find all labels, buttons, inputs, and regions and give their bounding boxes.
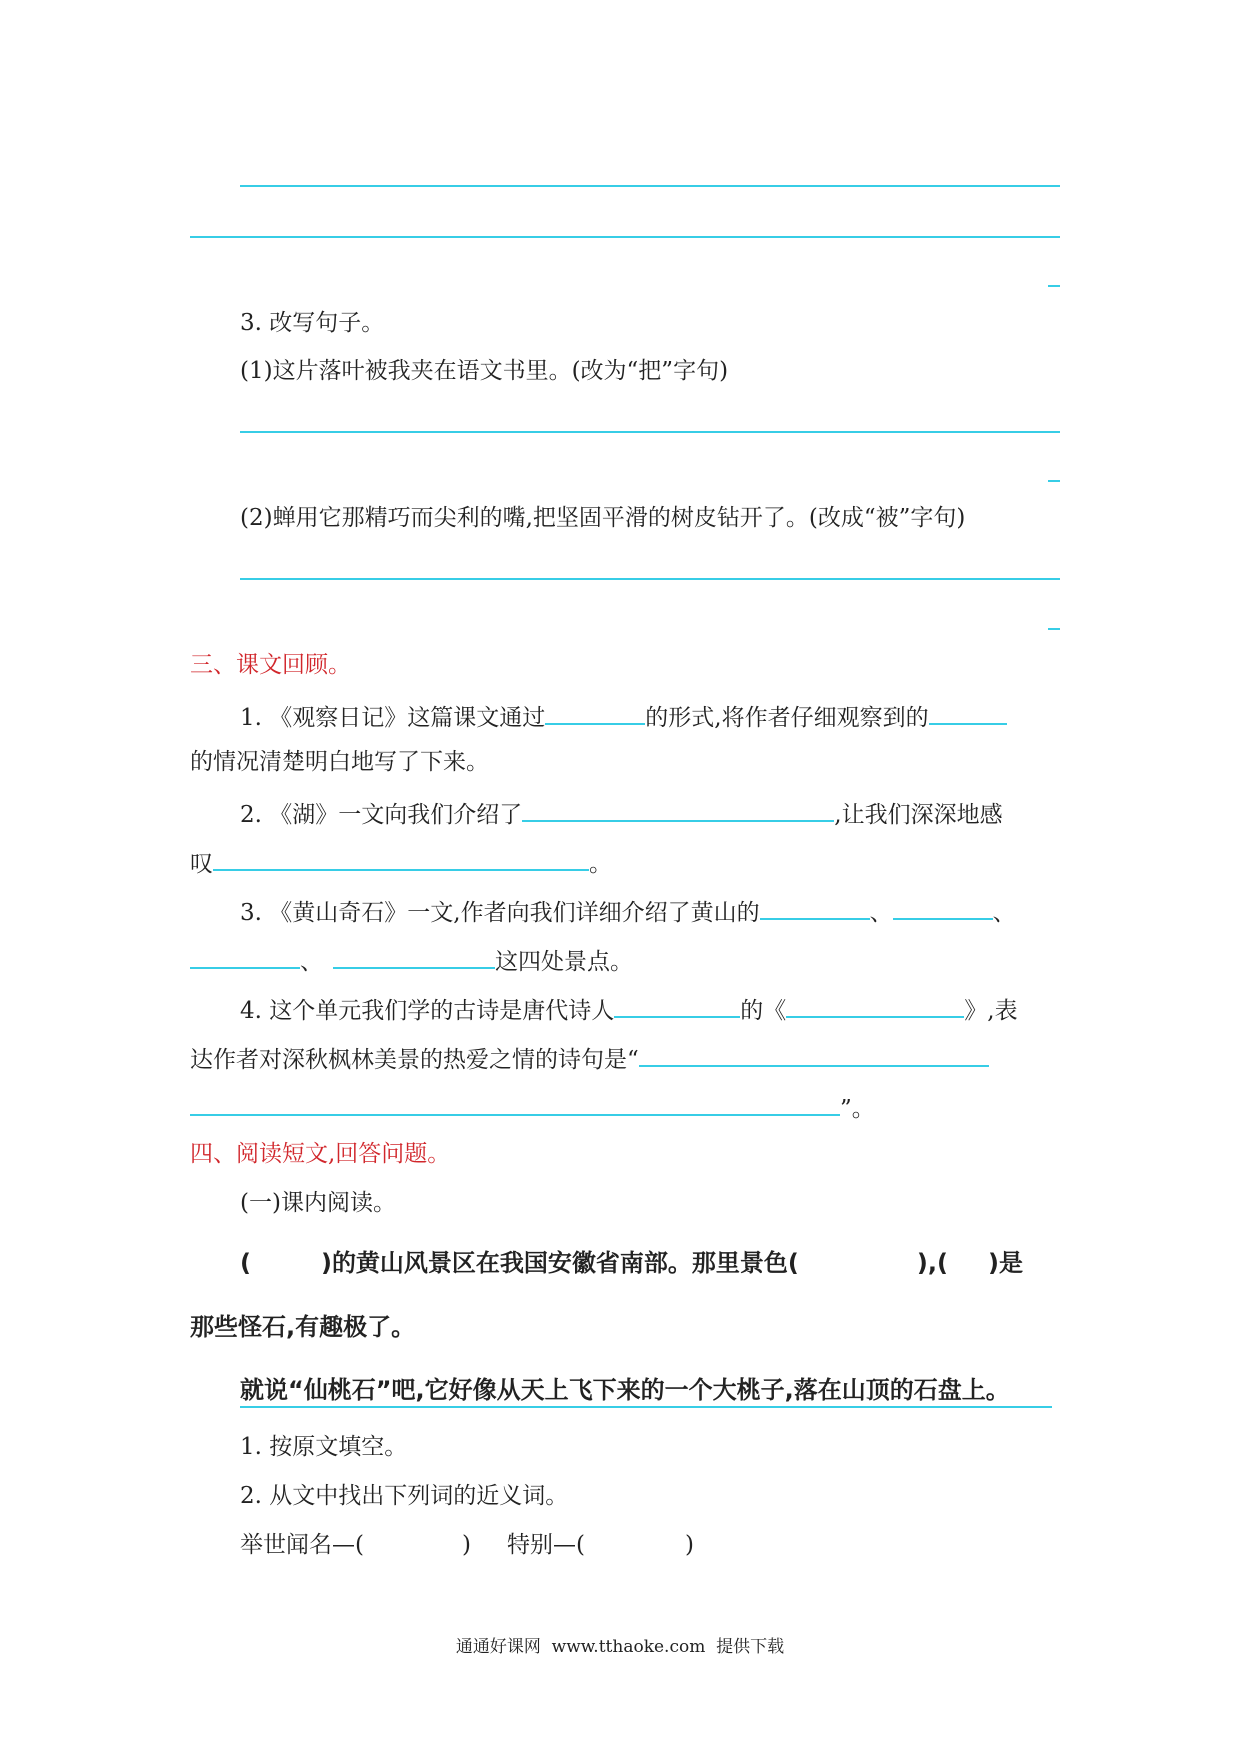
question-text: 4. 这个单元我们学的古诗是唐代诗人 (240, 998, 615, 1024)
answer-line (240, 185, 1060, 187)
question-text: ) (461, 1532, 471, 1558)
question-item: 2. 从文中找出下列词的近义词。 (240, 1483, 569, 1509)
sub-heading: (一)课内阅读。 (240, 1190, 396, 1216)
passage-line: 那些怪石,有趣极了。 (190, 1313, 416, 1341)
question-text: 3. 《黄山奇石》一文,作者向我们详细介绍了黄山的 (240, 900, 760, 926)
question-line (240, 796, 1003, 830)
question-text: 叹 (190, 851, 213, 877)
passage-line (240, 1248, 1023, 1278)
footer-text: 通通好课网 www.tthaoke.com 提供下载 (455, 1637, 785, 1657)
separator: 、 (869, 900, 893, 926)
question-line (190, 943, 633, 977)
question-line (240, 699, 1007, 733)
separator: 、 (300, 949, 323, 975)
fill-blank[interactable] (213, 845, 589, 871)
answer-line-end (1048, 285, 1060, 287)
passage-line: 就说“仙桃石”吧,它好像从天上飞下来的一个大桃子,落在山顶的石盘上。 (240, 1376, 1010, 1404)
question-text: 这四处景点。 (495, 949, 633, 975)
passage-text: )的黄山风景区在我国安徽省南部。那里景色( (320, 1249, 799, 1277)
question-text: 的《 (740, 998, 787, 1024)
question-text: 的形式,将作者仔细观察到的 (645, 705, 929, 731)
answer-line (240, 431, 1060, 433)
answer-line-end (1048, 480, 1060, 482)
question-text: 。 (589, 851, 612, 877)
passage-text: ),( (916, 1249, 948, 1277)
question-text: ”。 (840, 1096, 875, 1122)
question-text: 2. 《湖》一文向我们介绍了 (240, 802, 523, 828)
question-text: 》,表 (964, 998, 1018, 1024)
question-line (240, 992, 1018, 1026)
fill-blank[interactable] (893, 894, 993, 920)
separator: 、 (992, 900, 1016, 926)
question-text: ) (684, 1532, 694, 1558)
question-line (190, 1090, 875, 1124)
question-item: (2)蝉用它那精巧而尖利的嘴,把坚固平滑的树皮钻开了。(改成“被”字句) (240, 505, 966, 531)
fill-blank[interactable] (639, 1041, 989, 1067)
fill-blank[interactable] (929, 699, 1007, 725)
question-text: 特别—( (506, 1532, 585, 1558)
question-item: 1. 按原文填空。 (240, 1434, 408, 1460)
passage-underline (240, 1406, 1052, 1408)
fill-blank[interactable] (545, 699, 645, 725)
passage-text: )是 (987, 1249, 1023, 1277)
question-line (190, 1041, 989, 1075)
answer-line (190, 236, 1060, 238)
question-text: 的情况清楚明白地写了下来。 (190, 749, 489, 775)
fill-blank[interactable] (333, 943, 495, 969)
question-text: 1. 《观察日记》这篇课文通过 (240, 705, 546, 731)
question-title: 3. 改写句子。 (240, 310, 385, 336)
answer-line-end (1048, 628, 1060, 630)
fill-blank[interactable] (786, 992, 964, 1018)
question-text: ,让我们深深地感 (834, 802, 1003, 828)
question-line (240, 1530, 694, 1560)
fill-blank[interactable] (522, 796, 834, 822)
question-text: 达作者对深秋枫林美景的热爱之情的诗句是“ (190, 1047, 639, 1073)
fill-blank[interactable] (190, 1090, 840, 1116)
answer-line (240, 578, 1060, 580)
fill-blank[interactable] (190, 943, 300, 969)
section-heading: 四、阅读短文,回答问题。 (190, 1141, 451, 1167)
fill-blank[interactable] (760, 894, 870, 920)
question-line (240, 894, 1016, 928)
passage-text: ( (240, 1249, 251, 1277)
fill-blank[interactable] (614, 992, 740, 1018)
question-line (190, 845, 612, 879)
question-text: 举世闻名—( (240, 1532, 364, 1558)
question-item: (1)这片落叶被我夹在语文书里。(改为“把”字句) (240, 358, 729, 384)
section-heading: 三、课文回顾。 (190, 652, 351, 678)
